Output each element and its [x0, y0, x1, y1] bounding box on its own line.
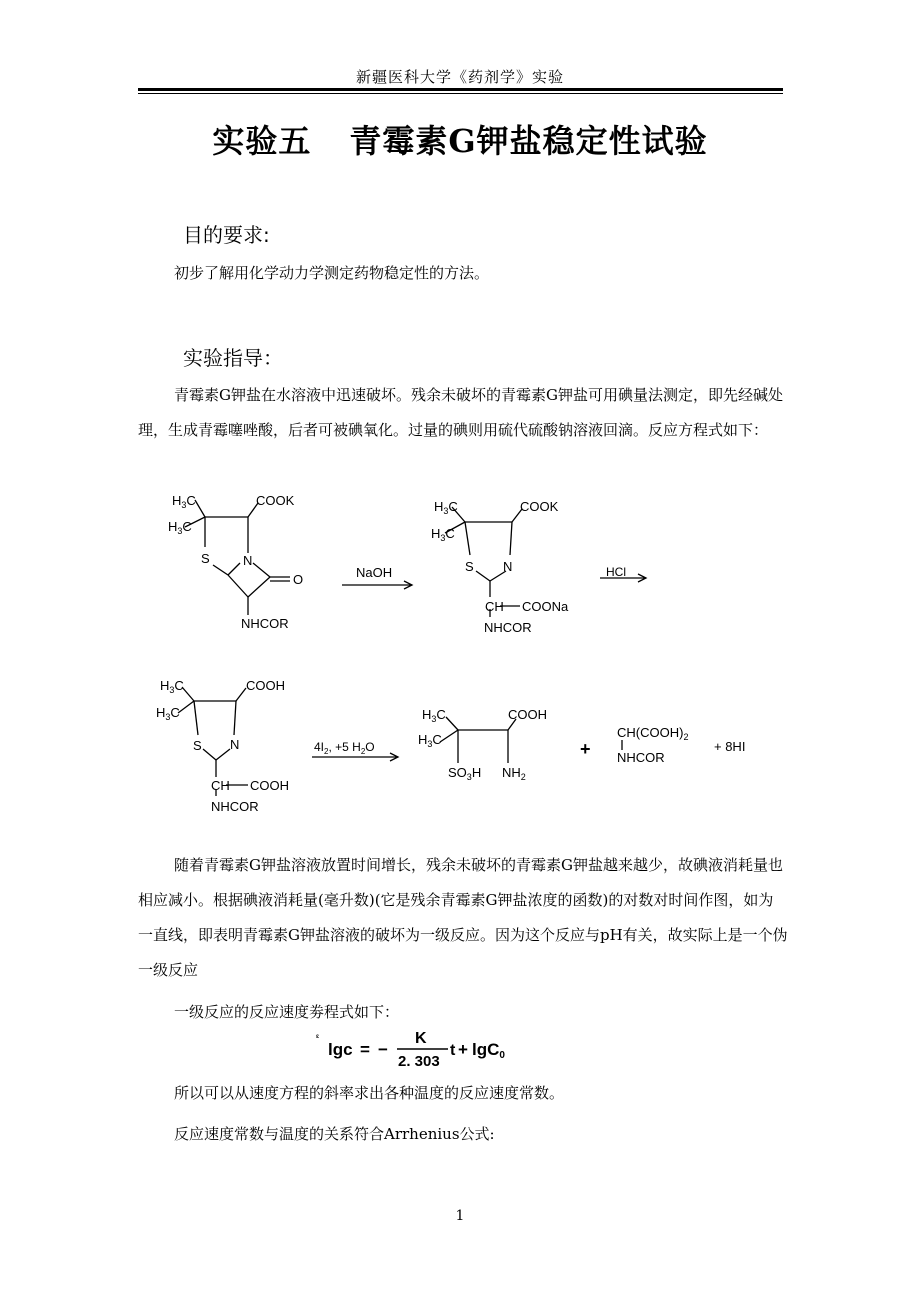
m1-oxygen-label: O [293, 572, 304, 587]
header-rule-thick [138, 88, 783, 91]
m2-methyl-2: $H_3C$ [431, 526, 455, 543]
guide-paragraph-2: 随着青霉素G钾盐溶液放置时间增长，残余未破坏的青霉素G钾盐越来越少，故碘液消耗量也相应减小。根据碘液消耗量(毫升数)(它是残余青霉素G钾盐浓度的函数)的对数对时间作图，如为一直线，即表明青霉素G钾盐溶液的破坏为一级反应。因为这个反应与pH有关，故实际上是一个伪一级反应 [138, 856, 788, 979]
arrow-naoh [342, 565, 412, 589]
m2-ch-label: CH [485, 599, 504, 614]
guide-heading: 实验指导： [183, 346, 283, 370]
m2-cook-label: COOK [520, 499, 559, 514]
arrow-iodine [312, 740, 398, 761]
p2-nhcor-label: NHCOR [617, 750, 665, 765]
running-header: 新疆医科大学《药剂学》实验 [355, 68, 564, 86]
product-sulfonic-acid [418, 707, 547, 782]
arrow-iodine-label: $4I_2$, +5 $H_2O$ [314, 740, 375, 756]
molecule-penicilloate [431, 499, 569, 635]
m1-methyl-2: $H_3C$ [168, 519, 192, 536]
objective-heading: 目的要求: [183, 223, 270, 247]
p2-ch-cooh2-label: $CH(COOH)_2$ [617, 725, 689, 742]
m1-cook-label: COOK [256, 493, 295, 508]
rate-equation [316, 1026, 536, 1072]
m2-sulfur-label: S [465, 559, 474, 574]
m3-nitrogen-label: N [230, 737, 240, 752]
reaction-scheme [0, 485, 920, 825]
m1-sulfur-label: S [201, 551, 210, 566]
arrow-hcl-label: HCl [606, 565, 626, 579]
p1-methyl-2: $H_3C$ [418, 732, 442, 749]
m3-cooh-label: COOH [246, 678, 285, 693]
formula-t: t [450, 1042, 456, 1059]
m1-nhcor-label: NHCOR [241, 616, 289, 631]
objective-text: 初步了解用化学动力学测定药物稳定性的方法。 [174, 264, 490, 282]
m1-methyl-1: $H_3C$ [172, 493, 196, 510]
header-rule-thin [138, 93, 783, 94]
arrow-hcl [600, 565, 646, 582]
formula-lhs: lgc [328, 1040, 353, 1059]
m3-cooh2-label: COOH [250, 778, 289, 793]
m3-ch-label: CH [211, 778, 230, 793]
arrow-naoh-label: NaOH [356, 565, 393, 580]
molecule-penicillin-g-potassium [168, 493, 303, 631]
p1-cooh-label: COOH [508, 707, 547, 722]
formula-numerator: K [415, 1030, 427, 1047]
formula-lgc0: lgC0 [472, 1040, 505, 1061]
m2-coona-label: COONa [522, 599, 569, 614]
page-number: 1 [455, 1208, 465, 1224]
m2-methyl-1: $H_3C$ [434, 499, 458, 516]
formula-plus: + [458, 1040, 468, 1059]
m2-nhcor-label: NHCOR [484, 620, 532, 635]
hydroiodic-acid-label: + 8HI [714, 739, 746, 754]
product-malonic-derivative [617, 725, 688, 765]
p1-methyl-1: $H_3C$ [422, 707, 446, 724]
formula-mark: ᵋ [316, 1032, 320, 1042]
page-title [0, 116, 920, 162]
formula-denominator: 2. 303 [398, 1053, 440, 1070]
m3-methyl-1: $H_3C$ [160, 678, 184, 695]
m3-nhcor-label: NHCOR [211, 799, 259, 814]
m2-nitrogen-label: N [503, 559, 513, 574]
molecule-penicilloic-acid [156, 678, 289, 814]
guide-paragraph-5: 反应速度常数与温度的关系符合Arrhenius公式: [174, 1125, 495, 1143]
title-experiment-number: 实验五 [212, 122, 312, 160]
m3-methyl-2: $H_3C$ [156, 705, 180, 722]
formula-equals: = [360, 1040, 370, 1059]
title-experiment-name: 青霉素G钾盐稳定性试验 [349, 122, 708, 160]
m1-nitrogen-label: N [243, 553, 253, 568]
p1-nh2-label: $NH_2$ [502, 765, 526, 782]
guide-paragraph-1: 青霉素G钾盐在水溶液中迅速破坏。残余未破坏的青霉素G钾盐可用碘量法测定，即先经碱处理，生成青霉噻唑酸，后者可被碘氧化。过量的碘则用硫代硫酸钠溶液回滴。反应方程式如下： [138, 386, 783, 439]
guide-paragraph-3: 一级反应的反应速度劵程式如下： [174, 1003, 400, 1021]
formula-minus: − [378, 1040, 388, 1059]
plus-sign: + [580, 739, 591, 759]
m3-sulfur-label: S [193, 738, 202, 753]
p1-so3h-label: $SO_3H$ [448, 765, 482, 782]
guide-paragraph-4: 所以可以从速度方程的斜率求出各种温度的反应速度常数。 [174, 1084, 565, 1102]
